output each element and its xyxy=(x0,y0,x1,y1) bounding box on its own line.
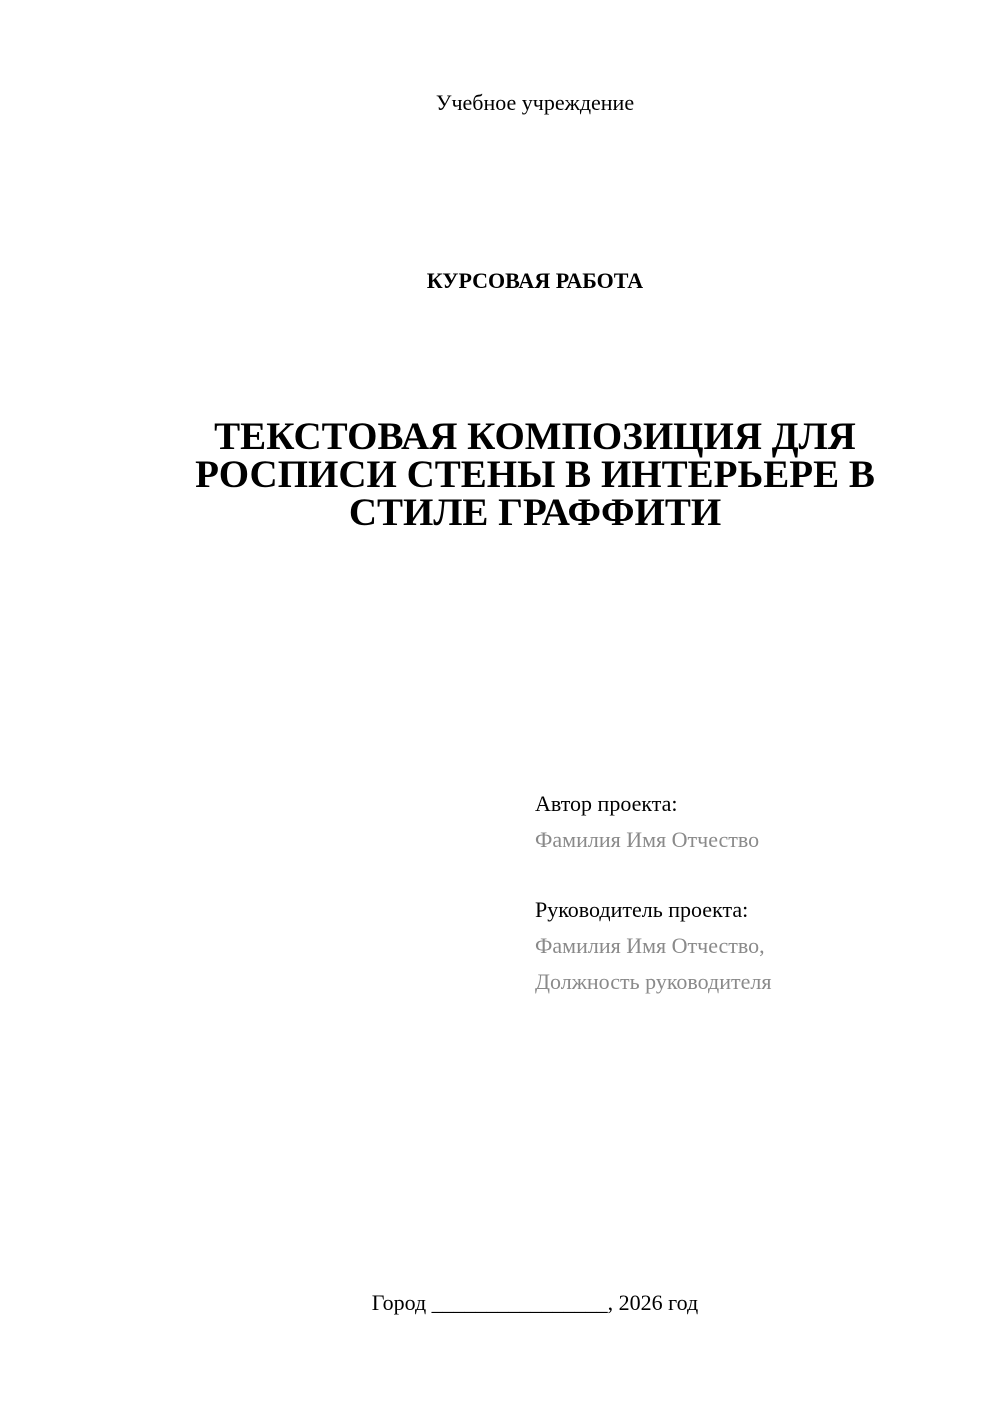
supervisor-block xyxy=(535,892,975,1000)
author-name: Фамилия Имя Отчество xyxy=(535,827,760,852)
author-label: Автор проекта: xyxy=(535,791,678,816)
supervisor-position: Должность руководителя xyxy=(535,969,772,994)
supervisor-label: Руководитель проекта: xyxy=(535,897,749,922)
document-title xyxy=(150,415,920,534)
title-line: СТИЛЕ ГРАФФИТИ xyxy=(348,491,722,534)
document-type: КУРСОВАЯ РАБОТА xyxy=(426,268,644,293)
institution-name: Учебное учреждение xyxy=(435,90,635,115)
title-line: ТЕКСТОВАЯ КОМПОЗИЦИЯ ДЛЯ xyxy=(214,415,856,458)
title-line: РОСПИСИ СТЕНЫ В ИНТЕРЬЕРЕ В xyxy=(195,453,875,496)
author-block xyxy=(535,786,975,858)
supervisor-name: Фамилия Имя Отчество, xyxy=(535,933,765,958)
city-year-line: Город ________________, 2026 год xyxy=(371,1290,699,1315)
